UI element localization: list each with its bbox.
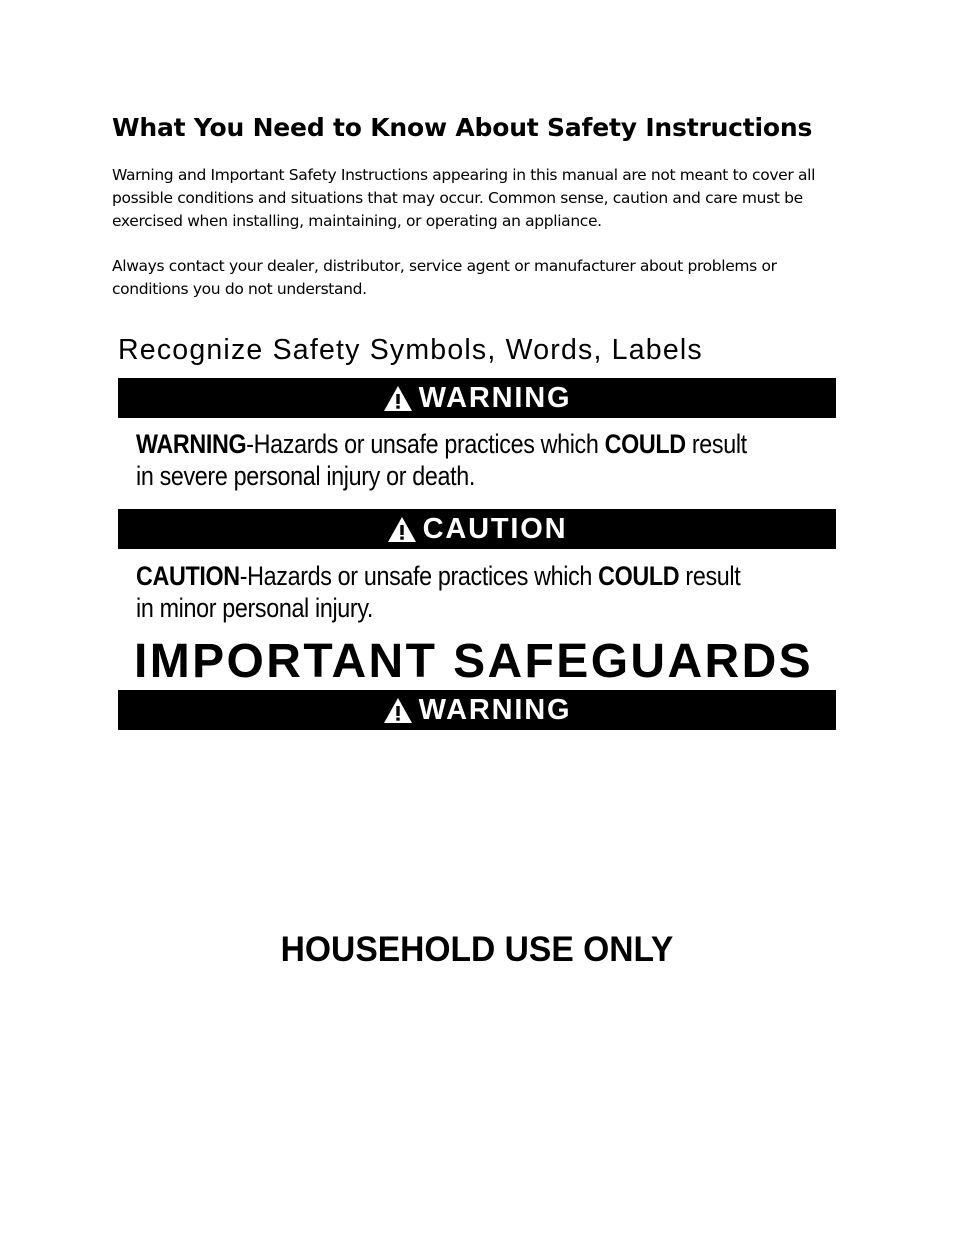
warning-triangle-icon [383,697,413,724]
warning-triangle-icon [387,516,417,543]
caution-signal-bar [118,509,836,549]
warning-text: -Hazards or unsafe practices which [246,429,605,459]
caution-text-line2: in minor personal injury. [136,593,374,623]
intro-paragraph: Warning and Important Safety Instructions appearing in this manual are not meant to cover all possible conditions and situations that may occur. Common sense, caution and care must be exercised when installing, maintaining, or operating an appliance. [112,166,816,230]
recognize-safety-title: Recognize Safety Symbols, Words, Labels [118,334,703,366]
warning-signal-bar [118,378,836,418]
contact-paragraph: Always contact your dealer, distributor, service agent or manufacturer about problems or conditions you do not understand. [112,257,777,298]
warning-term: WARNING [136,429,247,459]
safeguards-warning-label: WARNING [418,693,572,726]
caution-label: CAUTION [422,512,568,545]
caution-emphasis: COULD [598,561,680,591]
caution-definition [136,560,740,624]
page-heading: What You Need to Know About Safety Instructions [112,113,813,142]
warning-emphasis: COULD [604,429,686,459]
warning-triangle-icon [383,385,413,412]
important-safeguards-title: IMPORTANT SAFEGUARDS [134,635,814,688]
household-use-only-title: HOUSEHOLD USE ONLY [280,930,674,969]
warning-text-line2: in severe personal injury or death. [136,461,475,491]
warning-label: WARNING [418,381,572,414]
caution-text: -Hazards or unsafe practices which [239,561,599,591]
caution-text-end: result [679,561,741,591]
warning-text-end: result [685,429,747,459]
warning-definition [136,428,747,492]
safeguards-warning-bar [118,690,836,730]
caution-term: CAUTION [136,561,240,591]
